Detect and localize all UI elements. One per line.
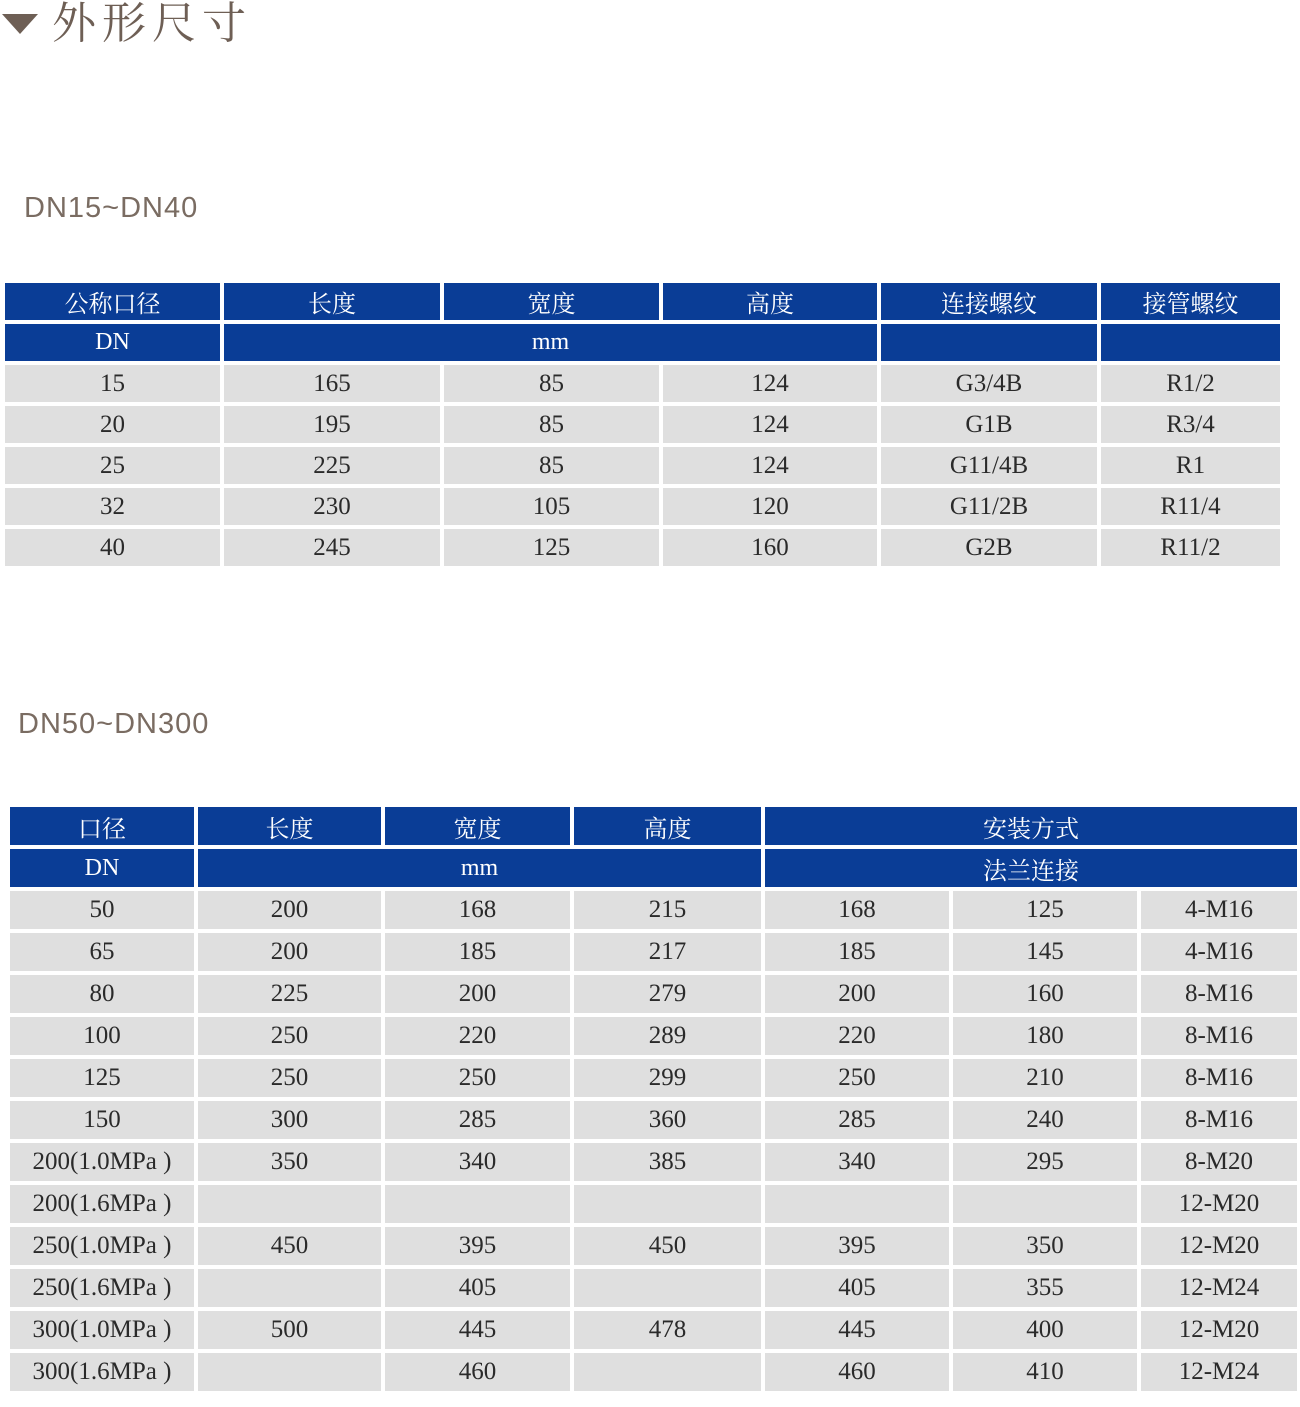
table-unit-row — [5, 324, 1280, 361]
table-cell: 340 — [765, 1143, 949, 1181]
table-cell — [198, 1269, 381, 1307]
header-connection-thread: 连接螺纹 — [881, 283, 1097, 320]
unit-mm: mm — [198, 849, 761, 887]
table-cell: 217 — [574, 933, 761, 971]
table-cell: G3/4B — [881, 365, 1097, 402]
table-row — [10, 1143, 1297, 1181]
table-cell: 8-M20 — [1141, 1143, 1297, 1181]
table-cell: 32 — [5, 488, 220, 525]
table-cell: 8-M16 — [1141, 975, 1297, 1013]
table-cell: 195 — [224, 406, 440, 443]
header-width: 宽度 — [444, 283, 659, 320]
table-cell: 300(1.6MPa ) — [10, 1353, 194, 1391]
table-header-row — [5, 283, 1280, 320]
section-heading — [0, 0, 252, 48]
table-cell — [765, 1185, 949, 1223]
table-cell: 12-M20 — [1141, 1311, 1297, 1349]
table-cell: 185 — [385, 933, 570, 971]
table-row — [10, 1353, 1297, 1391]
table-cell: 299 — [574, 1059, 761, 1097]
table-cell: 105 — [444, 488, 659, 525]
table-cell: 300 — [198, 1101, 381, 1139]
table-cell — [574, 1269, 761, 1307]
table-row — [10, 891, 1297, 929]
table-cell: 300(1.0MPa ) — [10, 1311, 194, 1349]
table-cell: 245 — [224, 529, 440, 566]
table-cell: 40 — [5, 529, 220, 566]
header-pipe-thread: 接管螺纹 — [1101, 283, 1280, 320]
table-cell: 405 — [765, 1269, 949, 1307]
table-cell: 240 — [953, 1101, 1137, 1139]
unit-empty — [1101, 324, 1280, 361]
table-cell: 165 — [224, 365, 440, 402]
table-row — [5, 529, 1280, 566]
table-cell: 50 — [10, 891, 194, 929]
table-cell: 250(1.0MPa ) — [10, 1227, 194, 1265]
table-cell: 395 — [385, 1227, 570, 1265]
table-cell: 124 — [663, 365, 877, 402]
dimensions-table-small — [1, 279, 1284, 570]
table-unit-row — [10, 849, 1297, 887]
table-cell: 200 — [765, 975, 949, 1013]
table-row — [10, 1059, 1297, 1097]
table-cell: 180 — [953, 1017, 1137, 1055]
table-row — [10, 933, 1297, 971]
table-cell: 4-M16 — [1141, 933, 1297, 971]
table-cell: 350 — [198, 1143, 381, 1181]
table-row — [10, 1185, 1297, 1223]
table-row — [10, 975, 1297, 1013]
table-cell — [198, 1353, 381, 1391]
table-cell: 215 — [574, 891, 761, 929]
table-cell: 220 — [385, 1017, 570, 1055]
table-cell: 500 — [198, 1311, 381, 1349]
table-cell: 405 — [385, 1269, 570, 1307]
table-cell: 125 — [953, 891, 1137, 929]
table-cell: 20 — [5, 406, 220, 443]
table-cell: 250 — [385, 1059, 570, 1097]
table-cell: 445 — [385, 1311, 570, 1349]
header-dn: 公称口径 — [5, 283, 220, 320]
table-cell: 12-M24 — [1141, 1353, 1297, 1391]
table-cell: 350 — [953, 1227, 1137, 1265]
table-cell: 8-M16 — [1141, 1017, 1297, 1055]
table-cell: 220 — [765, 1017, 949, 1055]
table-cell: 185 — [765, 933, 949, 971]
table-cell: 360 — [574, 1101, 761, 1139]
table-cell: 150 — [10, 1101, 194, 1139]
table-cell: 200 — [198, 933, 381, 971]
table-cell: 124 — [663, 406, 877, 443]
table-cell: 279 — [574, 975, 761, 1013]
table-cell: 100 — [10, 1017, 194, 1055]
table-cell: R1/2 — [1101, 365, 1280, 402]
table-cell — [574, 1353, 761, 1391]
table2-label: DN50~DN300 — [18, 708, 210, 740]
table-row — [10, 1017, 1297, 1055]
table-cell: 460 — [765, 1353, 949, 1391]
table-cell: 250 — [765, 1059, 949, 1097]
table-cell: 250 — [198, 1017, 381, 1055]
header-height: 高度 — [574, 807, 761, 845]
table-cell: 225 — [224, 447, 440, 484]
table-cell: 12-M24 — [1141, 1269, 1297, 1307]
table-cell: 478 — [574, 1311, 761, 1349]
table-cell: 168 — [385, 891, 570, 929]
header-dn: 口径 — [10, 807, 194, 845]
table-cell: 285 — [765, 1101, 949, 1139]
table-row — [5, 365, 1280, 402]
table-cell: 145 — [953, 933, 1137, 971]
table-cell: 8-M16 — [1141, 1101, 1297, 1139]
table-cell: 200 — [198, 891, 381, 929]
table-cell: 200(1.0MPa ) — [10, 1143, 194, 1181]
table-cell: 385 — [574, 1143, 761, 1181]
table-cell: 124 — [663, 447, 877, 484]
table-cell: G11/4B — [881, 447, 1097, 484]
table-cell: G2B — [881, 529, 1097, 566]
header-install-method: 安装方式 — [765, 807, 1297, 845]
install-type-flange: 法兰连接 — [765, 849, 1297, 887]
table-row — [10, 1101, 1297, 1139]
table-cell: 160 — [953, 975, 1137, 1013]
table-cell: R1 — [1101, 447, 1280, 484]
table-cell: 210 — [953, 1059, 1137, 1097]
table-cell: 225 — [198, 975, 381, 1013]
table-row — [10, 1269, 1297, 1307]
table-row — [5, 488, 1280, 525]
table-cell: 400 — [953, 1311, 1137, 1349]
table-cell: 230 — [224, 488, 440, 525]
header-height: 高度 — [663, 283, 877, 320]
table-cell — [953, 1185, 1137, 1223]
header-width: 宽度 — [385, 807, 570, 845]
table-cell: 395 — [765, 1227, 949, 1265]
table-cell: 85 — [444, 365, 659, 402]
table-cell: 80 — [10, 975, 194, 1013]
table1-label: DN15~DN40 — [24, 192, 199, 224]
table-cell: 200(1.6MPa ) — [10, 1185, 194, 1223]
table-cell: 25 — [5, 447, 220, 484]
table-header-row — [10, 807, 1297, 845]
table-cell: 355 — [953, 1269, 1137, 1307]
table-cell: 168 — [765, 891, 949, 929]
table-cell: 285 — [385, 1101, 570, 1139]
table-row — [10, 1311, 1297, 1349]
table-cell: 445 — [765, 1311, 949, 1349]
table-cell: 450 — [198, 1227, 381, 1265]
table-cell: 460 — [385, 1353, 570, 1391]
table-cell: 8-M16 — [1141, 1059, 1297, 1097]
header-length: 长度 — [224, 283, 440, 320]
dimensions-table-large — [6, 803, 1300, 1395]
table-cell: 200 — [385, 975, 570, 1013]
table-cell — [198, 1185, 381, 1223]
unit-dn: DN — [5, 324, 220, 361]
table-row — [5, 406, 1280, 443]
table-cell: 12-M20 — [1141, 1185, 1297, 1223]
table-cell: 250(1.6MPa ) — [10, 1269, 194, 1307]
table-cell: 65 — [10, 933, 194, 971]
unit-dn: DN — [10, 849, 194, 887]
table-row — [5, 447, 1280, 484]
table-cell: 85 — [444, 447, 659, 484]
table-cell — [385, 1185, 570, 1223]
table-cell: 4-M16 — [1141, 891, 1297, 929]
table-cell — [574, 1185, 761, 1223]
table-cell: G1B — [881, 406, 1097, 443]
caret-down-icon — [2, 14, 38, 34]
table-cell: G11/2B — [881, 488, 1097, 525]
table-cell: R3/4 — [1101, 406, 1280, 443]
table-cell: 12-M20 — [1141, 1227, 1297, 1265]
table-cell: 15 — [5, 365, 220, 402]
table-cell: R11/2 — [1101, 529, 1280, 566]
unit-empty — [881, 324, 1097, 361]
section-title: 外形尺寸 — [52, 0, 252, 49]
table-cell: 85 — [444, 406, 659, 443]
unit-mm: mm — [224, 324, 877, 361]
table-cell: 295 — [953, 1143, 1137, 1181]
table-cell: R11/4 — [1101, 488, 1280, 525]
table-row — [10, 1227, 1297, 1265]
table-cell: 125 — [444, 529, 659, 566]
table-cell: 160 — [663, 529, 877, 566]
table-cell: 250 — [198, 1059, 381, 1097]
table-cell: 450 — [574, 1227, 761, 1265]
table-cell: 289 — [574, 1017, 761, 1055]
table-cell: 120 — [663, 488, 877, 525]
header-length: 长度 — [198, 807, 381, 845]
table-cell: 340 — [385, 1143, 570, 1181]
table-cell: 125 — [10, 1059, 194, 1097]
table-cell: 410 — [953, 1353, 1137, 1391]
